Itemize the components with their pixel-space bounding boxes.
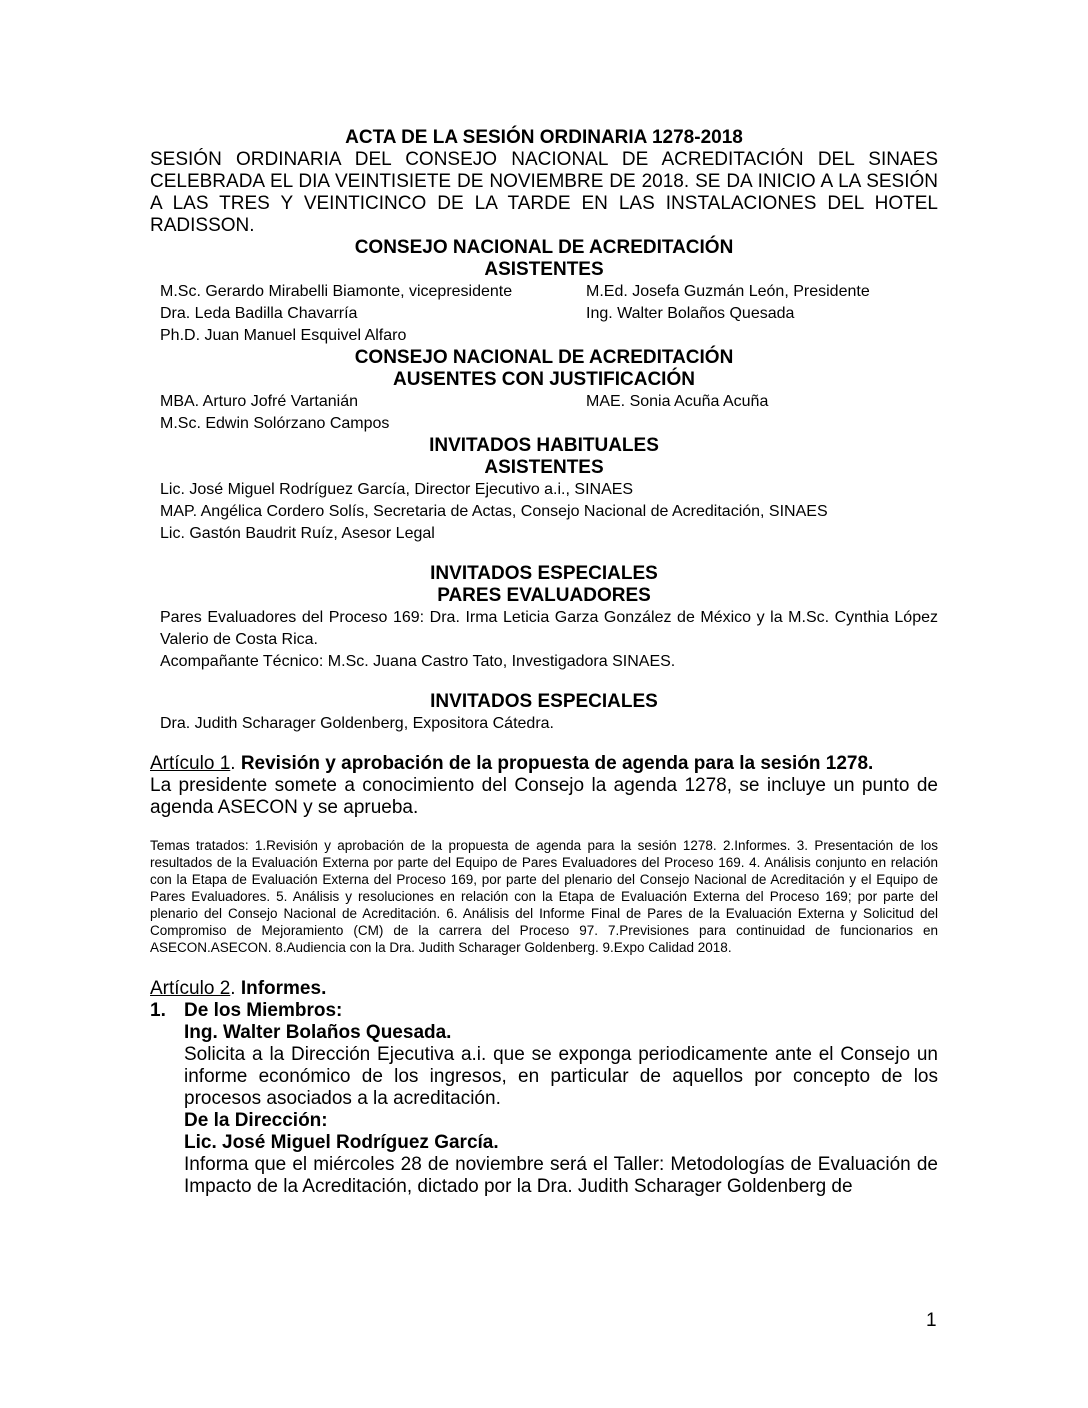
attendees-row xyxy=(150,303,938,325)
attendee-name: Ing. Walter Bolaños Quesada xyxy=(586,305,795,322)
attendee-name: M.Ed. Josefa Guzmán León, Presidente xyxy=(586,283,870,300)
absent-row xyxy=(150,391,938,413)
member-report: Solicita a la Dirección Ejecutiva a.i. que se exponga periodicamente ante el Consejo un informe económico de los ingresos, en particular de aquellos por concepto de los procesos asociados a la acreditación. xyxy=(184,1044,938,1109)
attendees-heading: ASISTENTES xyxy=(484,259,604,280)
attendee-name xyxy=(586,325,938,347)
peer-evaluators-heading: PARES EVALUADORES xyxy=(437,585,651,606)
article-1-label: Artículo 1 xyxy=(150,753,231,774)
attendee-name: M.Sc. Gerardo Mirabelli Biamonte, vicepresidente xyxy=(160,283,513,300)
item-number: 1. xyxy=(150,1000,166,1021)
absent-name: M.Sc. Edwin Solórzano Campos xyxy=(160,415,390,432)
attendee-name: Ph.D. Juan Manuel Esquivel Alfaro xyxy=(160,327,407,344)
director-report: Informa que el miércoles 28 de noviembre será el Taller: Metodologías de Evaluación de Impacto de la Acreditación, dictado por la Dra. Judith Scharager Goldenberg de xyxy=(184,1154,938,1197)
habitual-guest: Lic. Gastón Baudrit Ruíz, Asesor Legal xyxy=(160,525,435,542)
topics-summary: Temas tratados: 1.Revisión y aprobación de la propuesta de agenda para la sesión 1278. 2.Informes. 3. Presentación de los resultados de la Evaluación Externa por parte del Equipo de Pares Evaluadores del Proceso 169. 4. Análisis conjunto en relación con la Etapa de Evaluación Externa del Proceso 169, por parte del plenario del Consejo Nacional de Acreditación y el Equipo de Pares Evaluadores. 5. Análisis y resoluciones en relación con la Etapa de Evaluación Externa del Proceso 169; por parte del plenario del Consejo Nacional de Acreditación. 6. Análisis del Informe Final de Pares de la Evaluación Externa y Solicitud del Compromiso de Mejoramiento (CM) de la carrera del Proceso 97. 7.Previsiones para continuidad de funcionarios en ASECON.ASECON. 8.Audiencia con la Dra. Judith Scharager Goldenberg. 9.Expo Calidad 2018. xyxy=(150,838,938,955)
article-1-title: Revisión y aprobación de la propuesta de agenda para la sesión 1278. xyxy=(240,753,874,774)
habitual-guests-subheading: ASISTENTES xyxy=(484,457,604,478)
article-2-label: Artículo 2 xyxy=(150,978,231,999)
technical-companion-text: Acompañante Técnico: M.Sc. Juana Castro Tato, Investigadora SINAES. xyxy=(160,653,676,670)
habitual-guest: Lic. José Miguel Rodríguez García, Director Ejecutivo a.i., SINAES xyxy=(160,481,634,498)
absent-name: MBA. Arturo Jofré Vartanián xyxy=(160,393,359,410)
special-guests-heading: INVITADOS ESPECIALES xyxy=(430,563,658,584)
article-2-heading: Artículo 2. Informes. xyxy=(150,978,327,999)
session-intro: SESIÓN ORDINARIA DEL CONSEJO NACIONAL DE ACREDITACIÓN DEL SINAES CELEBRADA EL DIA VEINTISIETE DE NOVIEMBRE DE 2018. SE DA INICIO A LA SESIÓN A LAS TRES Y VEINTICINCO DE LA TARDE EN LAS INSTALACIONES DEL HOTEL RADISSON. xyxy=(150,149,938,236)
habitual-guest: MAP. Angélica Cordero Solís, Secretaria de Actas, Consejo Nacional de Acreditación, SINAES xyxy=(160,503,828,520)
article-1-heading: Artículo 1. Revisión y aprobación de la propuesta de agenda para la sesión 1278. xyxy=(150,753,874,774)
article-1-body: La presidente somete a conocimiento del Consejo la agenda 1278, se incluye un punto de agenda ASECON y se aprueba. xyxy=(150,775,938,818)
absent-name: MAE. Sonia Acuña Acuña xyxy=(586,393,769,410)
absent-row xyxy=(150,413,938,435)
member-name: Ing. Walter Bolaños Quesada. xyxy=(184,1022,452,1043)
special-guests-heading-2: INVITADOS ESPECIALES xyxy=(430,691,658,712)
habitual-guests-heading: INVITADOS HABITUALES xyxy=(429,435,659,456)
attendees-row xyxy=(150,325,938,347)
attendees-row xyxy=(150,281,938,303)
document-content xyxy=(150,127,938,1198)
page-number: 1 xyxy=(926,1310,937,1331)
peer-evaluators-text: Pares Evaluadores del Proceso 169: Dra. Irma Leticia Garza González de México y la M.Sc. Cynthia López Valerio de Costa Rica. xyxy=(160,609,938,648)
absent-heading: AUSENTES CON JUSTIFICACIÓN xyxy=(393,369,695,390)
absent-name xyxy=(586,413,938,435)
article-2-title: Informes. xyxy=(240,978,327,999)
attendee-name: Dra. Leda Badilla Chavarría xyxy=(160,305,358,322)
attendees-heading-council: CONSEJO NACIONAL DE ACREDITACIÓN xyxy=(354,237,734,258)
direction-heading: De la Dirección: xyxy=(184,1110,328,1131)
document-title: ACTA DE LA SESIÓN ORDINARIA 1278-2018 xyxy=(345,127,743,148)
absent-heading-council: CONSEJO NACIONAL DE ACREDITACIÓN xyxy=(354,347,734,368)
director-name: Lic. José Miguel Rodríguez García. xyxy=(184,1132,499,1153)
members-item xyxy=(150,1000,938,1022)
special-guest: Dra. Judith Scharager Goldenberg, Expositora Cátedra. xyxy=(160,715,554,732)
members-heading: De los Miembros: xyxy=(184,1000,343,1021)
